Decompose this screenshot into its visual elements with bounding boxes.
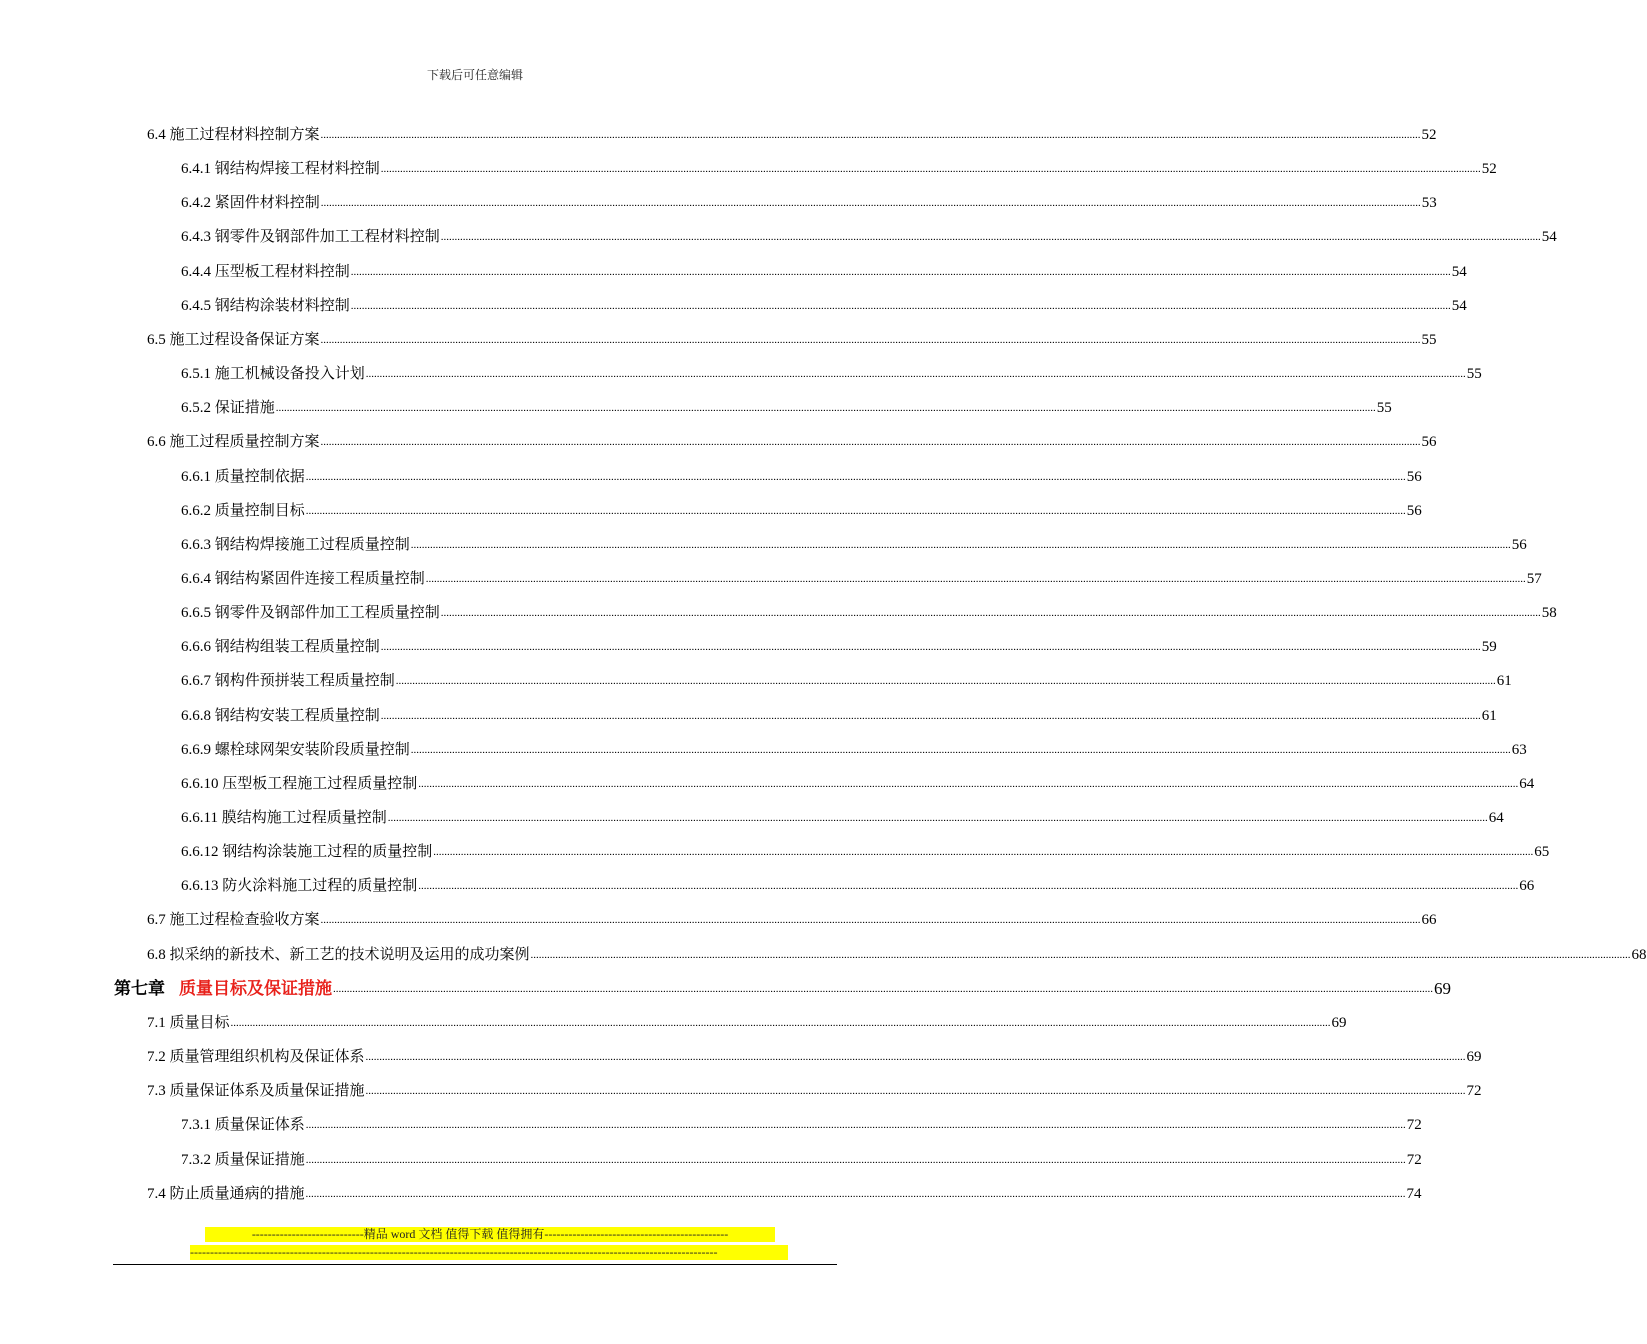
section-title: 压型板工程材料控制: [214, 263, 350, 280]
toc-entry-title: [181, 468, 305, 486]
toc-leader-dots: ................................................................................................................................................................................................................................................................................................................................................................................................................: [320, 129, 1421, 141]
toc-entry-title: [181, 775, 417, 793]
toc-leader-dots: ................................................................................................................................................................................................................................................................................................................................................................................................................: [425, 572, 1526, 585]
toc-entry[interactable]: [181, 598, 1557, 622]
toc-leader-dots: ................................................................................................................................................................................................................................................................................................................................................................................................................: [418, 777, 1519, 790]
section-title: 施工过程质量控制方案: [169, 434, 320, 451]
section-title: 施工机械设备投入计划: [214, 366, 365, 383]
section-number: 7.3.2: [181, 1151, 211, 1168]
toc-leader-dots: ................................................................................................................................................................................................................................................................................................................................................................................................................: [380, 709, 1481, 722]
toc-leader-dots: ................................................................................................................................................................................................................................................................................................................................................................................................................: [410, 538, 1511, 551]
toc-entry[interactable]: [181, 803, 1504, 827]
toc-leader-dots: ................................................................................................................................................................................................................................................................................................................................................................................................................: [305, 470, 1406, 483]
footer-banner-line-1: ----------------------------精品 word 文档 值得下载 值得拥有----------------------------------------------: [205, 1227, 775, 1242]
toc-leader-dots: ................................................................................................................................................................................................................................................................................................................................................................................................................: [395, 675, 1496, 688]
toc-leader-dots: ................................................................................................................................................................................................................................................................................................................................................................................................................: [380, 163, 1481, 176]
toc-entry-title: [147, 126, 320, 144]
toc-page-number: 58: [1541, 605, 1557, 622]
toc-entry-title: [181, 160, 380, 178]
toc-leader-dots: ................................................................................................................................................................................................................................................................................................................................................................................................................: [365, 1051, 1466, 1064]
toc-page-number: 56: [1421, 434, 1437, 451]
toc-page-number: 55: [1421, 331, 1437, 348]
toc-page-number: 63: [1511, 741, 1527, 758]
toc-entry-title: [181, 877, 417, 895]
section-number: 6.4.3: [181, 229, 211, 246]
toc-page-number: 55: [1466, 366, 1482, 383]
section-number: 7.3: [147, 1083, 166, 1100]
section-title: 质量保证体系及质量保证措施: [169, 1083, 365, 1100]
toc-page-number: 54: [1451, 263, 1467, 280]
toc-page-number: 61: [1496, 673, 1512, 690]
toc-entry-title: [181, 638, 380, 656]
section-number: 6.5: [147, 331, 166, 348]
toc-leader-dots: ................................................................................................................................................................................................................................................................................................................................................................................................................: [305, 1187, 1406, 1200]
toc-page-number: 66: [1519, 878, 1535, 895]
toc-entry[interactable]: [181, 222, 1557, 246]
section-title: 钢零件及钢部件加工工程质量控制: [214, 605, 440, 622]
toc-entry[interactable]: [181, 769, 1535, 793]
toc-entry-title: [147, 1082, 365, 1100]
toc-leader-dots: ................................................................................................................................................................................................................................................................................................................................................................................................................: [418, 880, 1519, 893]
section-title: 质量保证体系: [214, 1117, 305, 1134]
toc-entry-title: [181, 809, 387, 827]
toc-page-number: 72: [1406, 1117, 1422, 1134]
toc-page-number: 69: [1331, 1014, 1347, 1031]
chapter-title: 质量目标及保证措施: [179, 978, 332, 999]
section-number: 6.4.5: [181, 297, 211, 314]
toc-page-number: 52: [1421, 127, 1437, 143]
toc-leader-dots: ................................................................................................................................................................................................................................................................................................................................................................................................................: [350, 299, 1451, 312]
toc-entry[interactable]: [147, 120, 1437, 144]
toc-entry-title: [181, 604, 440, 622]
toc-page-number: 72: [1466, 1083, 1482, 1100]
toc-entry[interactable]: [181, 837, 1550, 861]
section-title: 紧固件材料控制: [214, 195, 320, 212]
toc-entry-title: [147, 946, 530, 964]
toc-entry[interactable]: [147, 1042, 1482, 1066]
toc-entry[interactable]: [181, 871, 1535, 895]
toc-entry-title: [181, 570, 425, 588]
toc-entry[interactable]: [147, 325, 1437, 349]
toc-leader-dots: ................................................................................................................................................................................................................................................................................................................................................................................................................: [333, 982, 1433, 995]
section-title: 防火涂料施工过程的质量控制: [222, 878, 418, 895]
toc-entry[interactable]: [147, 1179, 1422, 1203]
toc-entry[interactable]: [147, 427, 1437, 451]
section-title: 螺栓球网架安装阶段质量控制: [214, 741, 410, 758]
section-number: 6.6.13: [181, 878, 219, 895]
footer-banner-line-2: ------------------------------------------------------------------------------------------------------------------------------------: [190, 1245, 788, 1260]
section-number: 6.6: [147, 434, 166, 451]
section-number: 7.3.1: [181, 1117, 211, 1134]
section-number: 6.5.1: [181, 366, 211, 383]
section-number: 6.4.4: [181, 263, 211, 280]
toc-entry-title: [147, 331, 320, 349]
toc-entry-title: [147, 1014, 230, 1032]
toc-leader-dots: ................................................................................................................................................................................................................................................................................................................................................................................................................: [530, 948, 1631, 961]
toc-leader-dots: ................................................................................................................................................................................................................................................................................................................................................................................................................: [305, 1153, 1406, 1166]
section-title: 施工过程设备保证方案: [169, 331, 320, 348]
toc-entry-title: [147, 911, 320, 929]
toc-entry[interactable]: [181, 462, 1422, 486]
toc-entry[interactable]: [181, 257, 1467, 281]
toc-leader-dots: ................................................................................................................................................................................................................................................................................................................................................................................................................: [365, 368, 1466, 381]
toc-leader-dots: ................................................................................................................................................................................................................................................................................................................................................................................................................: [387, 812, 1488, 824]
section-number: 7.2: [147, 1049, 166, 1066]
toc-page-number: 64: [1519, 775, 1535, 792]
toc-entry[interactable]: [147, 1076, 1482, 1100]
section-number: 6.6.7: [181, 673, 211, 690]
toc-leader-dots: ................................................................................................................................................................................................................................................................................................................................................................................................................: [433, 846, 1534, 859]
toc-entry-title: [181, 502, 305, 520]
section-title: 压型板工程施工过程质量控制: [222, 775, 418, 792]
toc-page-number: 65: [1534, 844, 1550, 861]
toc-page-number: 61: [1481, 707, 1497, 724]
toc-page-number: 57: [1526, 570, 1542, 587]
toc-entry[interactable]: [181, 359, 1482, 383]
toc-leader-dots: ................................................................................................................................................................................................................................................................................................................................................................................................................: [365, 1085, 1466, 1098]
toc-leader-dots: ................................................................................................................................................................................................................................................................................................................................................................................................................: [305, 1119, 1406, 1132]
toc-entry-title: [181, 297, 350, 315]
section-title: 钢结构焊接工程材料控制: [214, 161, 380, 178]
toc-page-number: 72: [1406, 1151, 1422, 1168]
toc-entry-title: [181, 194, 320, 212]
section-title: 质量保证措施: [214, 1151, 305, 1168]
toc-leader-dots: ................................................................................................................................................................................................................................................................................................................................................................................................................: [410, 743, 1511, 756]
section-title: 钢零件及钢部件加工工程材料控制: [214, 229, 440, 246]
toc-leader-dots: ................................................................................................................................................................................................................................................................................................................................................................................................................: [320, 436, 1421, 449]
toc-entry[interactable]: [181, 188, 1437, 212]
toc-leader-dots: ................................................................................................................................................................................................................................................................................................................................................................................................................: [230, 1016, 1331, 1029]
section-number: 6.6.10: [181, 775, 219, 792]
section-number: 6.6.5: [181, 605, 211, 622]
chapter-number: 第七章: [114, 978, 165, 999]
footer-rule: [113, 1264, 837, 1265]
toc-page-number: 68: [1631, 946, 1647, 963]
section-number: 6.6.8: [181, 707, 211, 724]
section-number: 6.6.11: [181, 810, 218, 826]
section-number: 6.6.3: [181, 536, 211, 553]
toc-page-number: 74: [1406, 1185, 1422, 1202]
toc-page-number: 52: [1481, 161, 1497, 178]
toc-entry[interactable]: [181, 1145, 1422, 1169]
toc-leader-dots: ................................................................................................................................................................................................................................................................................................................................................................................................................: [320, 333, 1421, 346]
toc-entry-title: [181, 1116, 305, 1134]
section-title: 钢结构涂装材料控制: [214, 297, 350, 314]
toc-entry-title: [181, 843, 432, 861]
toc-page-number: 54: [1541, 229, 1557, 246]
toc-entry-title: [147, 433, 320, 451]
toc-entry-title: [147, 1048, 365, 1066]
toc-entry[interactable]: [181, 291, 1467, 315]
toc-entry[interactable]: [181, 701, 1497, 725]
toc-entry-title: [181, 536, 410, 554]
toc-page-number: 55: [1376, 400, 1392, 417]
toc-page-number: 64: [1488, 810, 1504, 826]
section-title: 质量目标: [169, 1014, 230, 1031]
section-number: 6.4.1: [181, 161, 211, 178]
section-number: 6.8: [147, 946, 166, 963]
toc-entry[interactable]: [181, 393, 1392, 417]
toc-page-number: 53: [1421, 195, 1437, 212]
toc-entry[interactable]: [147, 905, 1437, 929]
toc-leader-dots: ................................................................................................................................................................................................................................................................................................................................................................................................................: [440, 231, 1541, 244]
toc-entry[interactable]: [181, 632, 1497, 656]
toc-leader-dots: ................................................................................................................................................................................................................................................................................................................................................................................................................: [275, 402, 1376, 415]
section-number: 6.6.4: [181, 570, 211, 587]
toc-entry[interactable]: [181, 530, 1527, 554]
toc-entry-title: [181, 399, 275, 417]
section-number: 6.6.12: [181, 844, 219, 861]
toc-entry[interactable]: [147, 1008, 1347, 1032]
section-number: 6.4.2: [181, 195, 211, 212]
section-number: 6.6.9: [181, 741, 211, 758]
section-title: 施工过程材料控制方案: [169, 127, 320, 143]
toc-page-number: 56: [1406, 468, 1422, 485]
section-title: 钢结构安装工程质量控制: [214, 707, 380, 724]
page-header: 下载后可任意编辑: [426, 68, 523, 82]
section-number: 6.6.6: [181, 639, 211, 656]
toc-leader-dots: ................................................................................................................................................................................................................................................................................................................................................................................................................: [305, 504, 1406, 517]
section-title: 保证措施: [214, 400, 275, 417]
toc-page-number: 54: [1451, 297, 1467, 314]
toc-chapter-entry[interactable]: [114, 974, 1451, 999]
section-title: 拟采纳的新技术、新工艺的技术说明及运用的成功案例: [169, 946, 530, 963]
toc-entry-title: [181, 672, 395, 690]
toc-entry[interactable]: [181, 735, 1527, 759]
toc-entry[interactable]: [181, 564, 1542, 588]
toc-entry[interactable]: [147, 940, 1647, 964]
toc-entry-title: [181, 707, 380, 725]
section-number: 6.5.2: [181, 400, 211, 417]
toc-leader-dots: ................................................................................................................................................................................................................................................................................................................................................................................................................: [380, 641, 1481, 654]
toc-entry[interactable]: [181, 496, 1422, 520]
toc-entry-title: [147, 1185, 305, 1203]
toc-entry-title: [181, 263, 350, 281]
toc-page-number: 69: [1466, 1049, 1482, 1066]
toc-page-number: 56: [1406, 502, 1422, 519]
section-title: 钢结构紧固件连接工程质量控制: [214, 570, 425, 587]
toc-entry[interactable]: [181, 1110, 1422, 1134]
toc-page-number: 69: [1434, 978, 1451, 998]
section-title: 质量管理组织机构及保证体系: [169, 1049, 365, 1066]
section-title: 质量控制目标: [214, 502, 305, 519]
section-number: 7.4: [147, 1185, 166, 1202]
toc-entry[interactable]: [181, 154, 1497, 178]
section-number: 7.1: [147, 1014, 166, 1031]
section-number: 6.6.1: [181, 468, 211, 485]
toc-entry-title: [181, 1151, 305, 1169]
toc-leader-dots: ................................................................................................................................................................................................................................................................................................................................................................................................................: [320, 197, 1421, 210]
toc-entry-title: [181, 741, 410, 759]
toc-page-number: 56: [1511, 536, 1527, 553]
section-number: 6.4: [147, 127, 166, 143]
toc-page-number: 59: [1481, 639, 1497, 656]
section-title: 膜结构施工过程质量控制: [221, 810, 387, 826]
toc-leader-dots: ................................................................................................................................................................................................................................................................................................................................................................................................................: [350, 265, 1451, 278]
section-title: 钢结构组装工程质量控制: [214, 639, 380, 656]
section-number: 6.7: [147, 912, 166, 929]
toc-entry-title: [114, 980, 332, 998]
toc-entry-title: [181, 228, 440, 246]
section-number: 6.6.2: [181, 502, 211, 519]
section-title: 钢结构焊接施工过程质量控制: [214, 536, 410, 553]
toc-entry-title: [181, 365, 365, 383]
section-title: 钢构件预拼装工程质量控制: [214, 673, 395, 690]
toc-leader-dots: ................................................................................................................................................................................................................................................................................................................................................................................................................: [320, 914, 1421, 927]
section-title: 防止质量通病的措施: [169, 1185, 305, 1202]
section-title: 施工过程检查验收方案: [169, 912, 320, 929]
toc-leader-dots: ................................................................................................................................................................................................................................................................................................................................................................................................................: [440, 607, 1541, 620]
section-title: 钢结构涂装施工过程的质量控制: [222, 844, 433, 861]
toc-entry[interactable]: [181, 666, 1512, 690]
section-title: 质量控制依据: [214, 468, 305, 485]
toc-page-number: 66: [1421, 912, 1437, 929]
